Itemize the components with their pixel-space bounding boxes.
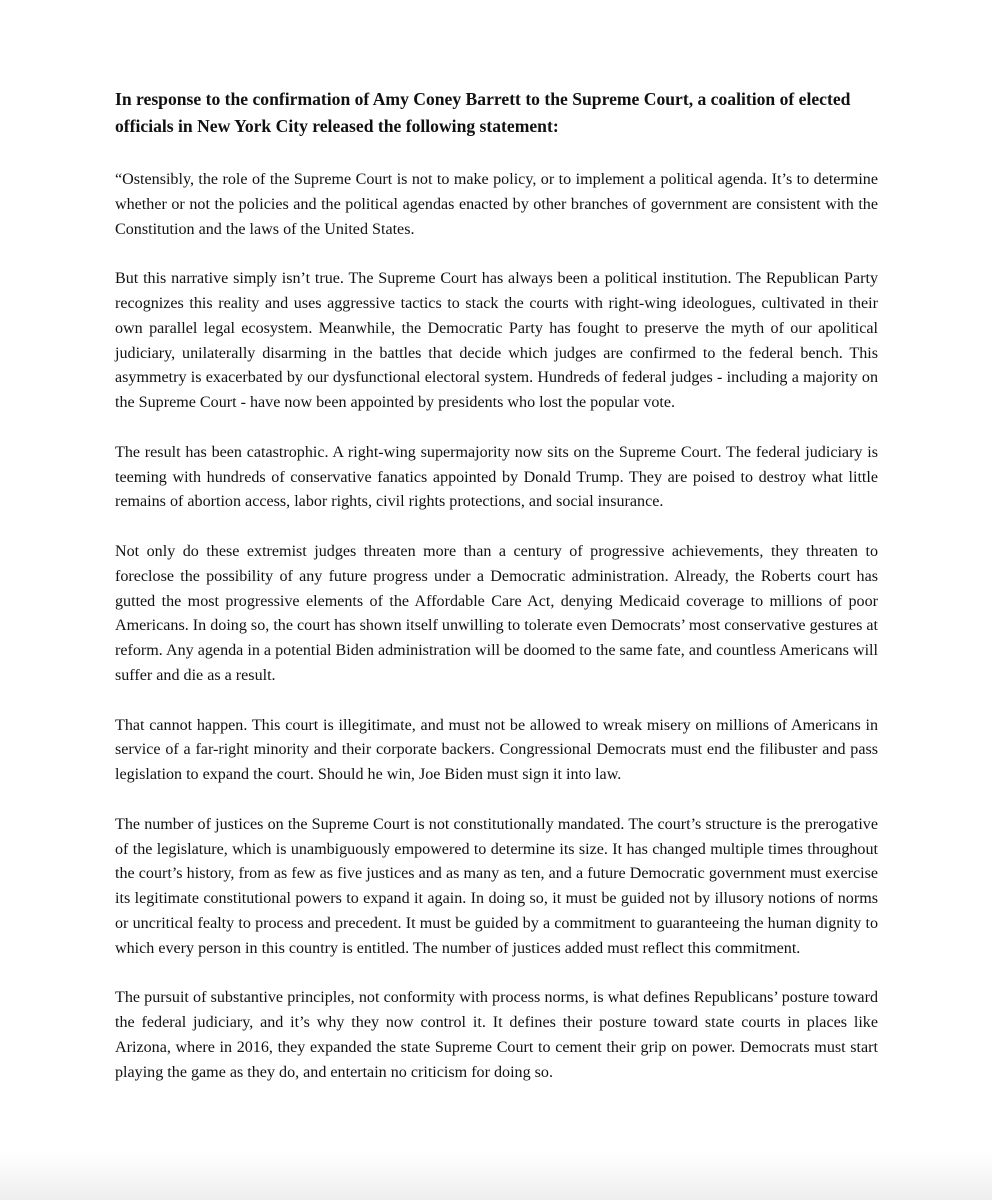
page-bottom-shadow: [0, 1152, 992, 1200]
paragraph-4: Not only do these extremist judges threaten more than a century of progressive achievements, they threaten to foreclose the possibility of any future progress under a Democratic administration. Already, the Roberts court has gutted the most progressive elements of the Affordable Care Act, denying Medicaid coverage to millions of poor Americans. In doing so, the court has shown itself unwilling to tolerate even Democrats’ most conservative gestures at reform. Any agenda in a potential Biden administration will be doomed to the same fate, and countless Americans will suffer and die as a result.: [115, 542, 878, 684]
paragraph-6: The number of justices on the Supreme Court is not constitutionally mandated. The court’s structure is the prerogative of the legislature, which is unambiguously empowered to determine its size. It has changed multiple times throughout the court’s history, from as few as five justices and as many as ten, and a future Democratic government must exercise its legitimate constitutional powers to expand it again. In doing so, it must be guided not by illusory notions of norms or uncritical fealty to process and precedent. It must be guided by a commitment to guaranteeing the human dignity to which every person in this country is entitled. The number of justices added must reflect this commitment.: [115, 815, 878, 957]
statement-heading: In response to the confirmation of Amy Coney Barrett to the Supreme Court, a coalition of elected officials in New York City released the following statement:: [115, 89, 851, 136]
paragraph-7: The pursuit of substantive principles, not conformity with process norms, is what defines Republicans’ posture toward the federal judiciary, and it’s why they now control it. It defines their posture toward state courts in places like Arizona, where in 2016, they expanded the state Supreme Court to cement their grip on power. Democrats must start playing the game as they do, and entertain no criticism for doing so.: [115, 989, 878, 1081]
document-body: [115, 86, 878, 1110]
paragraph-5: That cannot happen. This court is illegitimate, and must not be allowed to wreak misery on millions of Americans in service of a far-right minority and their corporate backers. Congressional Democrats must end the filibuster and pass legislation to expand the court. Should he win, Joe Biden must sign it into law.: [115, 716, 878, 784]
paragraph-2: But this narrative simply isn’t true. The Supreme Court has always been a political institution. The Republican Party recognizes this reality and uses aggressive tactics to stack the courts with right-wing ideologues, cultivated in their own parallel legal ecosystem. Meanwhile, the Democratic Party has fought to preserve the myth of our apolitical judiciary, unilaterally disarming in the battles that decide which judges are confirmed to the federal bench. This asymmetry is exacerbated by our dysfunctional electoral system. Hundreds of federal judges - including a majority on the Supreme Court - have now been appointed by presidents who lost the popular vote.: [115, 270, 878, 412]
paragraph-3: The result has been catastrophic. A right-wing supermajority now sits on the Supreme Court. The federal judiciary is teeming with hundreds of conservative fanatics appointed by Donald Trump. They are poised to destroy what little remains of abortion access, labor rights, civil rights protections, and social insurance.: [115, 443, 878, 511]
paragraph-1: “Ostensibly, the role of the Supreme Court is not to make policy, or to implement a political agenda. It’s to determine whether or not the policies and the political agendas enacted by other branches of government are consistent with the Constitution and the laws of the United States.: [115, 171, 878, 238]
